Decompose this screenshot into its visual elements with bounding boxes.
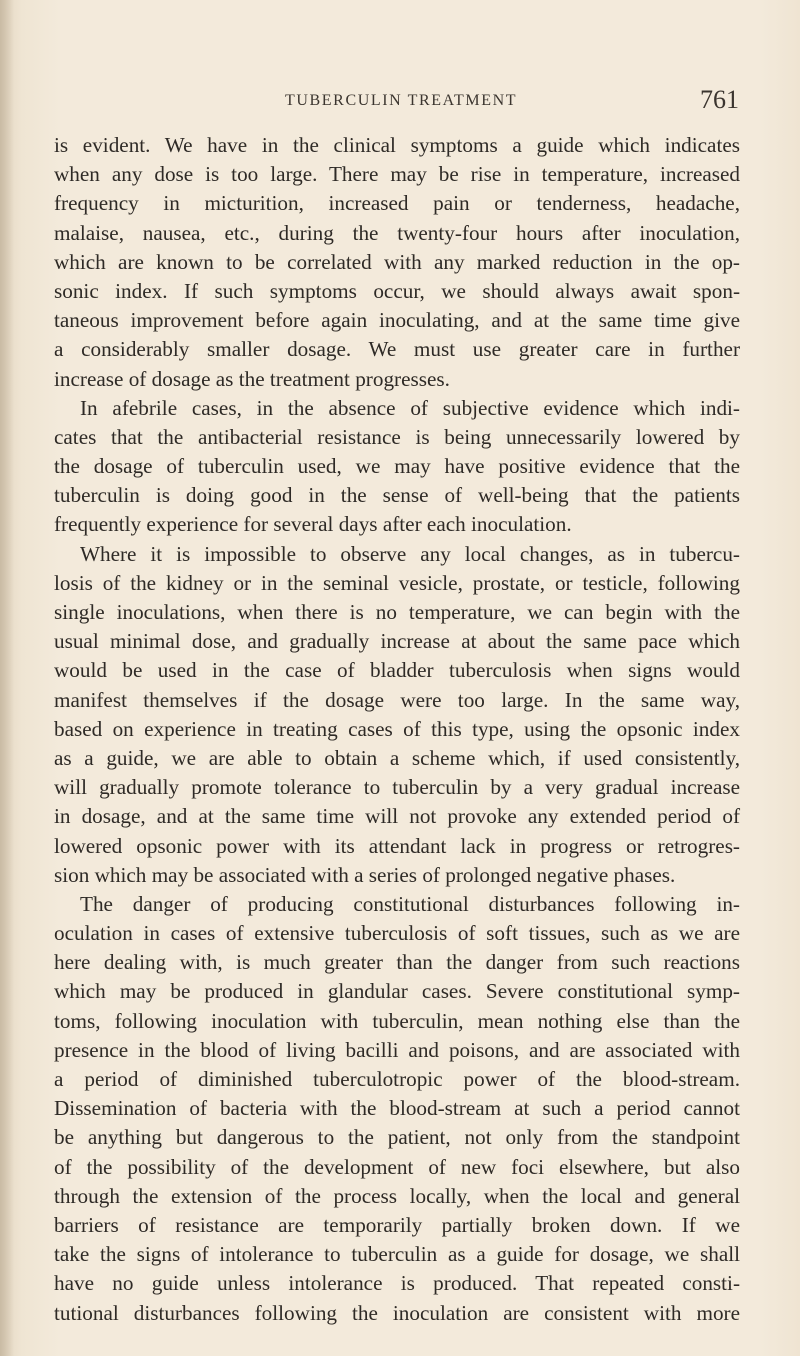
text-line: of the possibility of the development of new foci elsewhere, but also <box>54 1154 740 1179</box>
text-line: cates that the antibacterial resistance is being unnecessarily lowered by <box>54 424 740 449</box>
text-line: take the signs of intolerance to tuberculin as a guide for dosage, we shall <box>54 1242 740 1267</box>
text-line: here dealing with, is much greater than the danger from such reactions <box>54 950 740 975</box>
text-line: sion which may be associated with a series of prolonged negative phases. <box>54 862 676 887</box>
text-line: Where it is impossible to observe any local changes, as in tubercu- <box>80 541 740 566</box>
text-line: the dosage of tuberculin used, we may have positive evidence that the <box>54 454 740 479</box>
text-line: a considerably smaller dosage. We must use greater care in further <box>54 337 740 362</box>
text-line: Dissemination of bacteria with the blood-stream at such a period cannot <box>54 1096 740 1121</box>
text-line: The danger of producing constitutional disturbances following in- <box>80 891 740 916</box>
text-line: oculation in cases of extensive tuberculosis of soft tissues, such as we are <box>54 921 740 946</box>
text-line: based on experience in treating cases of this type, using the opsonic index <box>54 716 740 741</box>
page-number: 761 <box>700 85 739 114</box>
text-line: toms, following inoculation with tuberculin, mean nothing else than the <box>54 1008 740 1033</box>
text-line: tuberculin is doing good in the sense of well-being that the patients <box>54 483 740 508</box>
text-line: lowered opsonic power with its attendant lack in progress or retrogres- <box>54 833 740 858</box>
text-line: presence in the blood of living bacilli and poisons, and are associated with <box>54 1037 740 1062</box>
binding-gutter-shadow <box>0 0 14 1356</box>
text-line: when any dose is too large. There may be rise in temperature, increased <box>54 162 740 187</box>
text-line: would be used in the case of bladder tuberculosis when signs would <box>54 658 740 683</box>
text-line: losis of the kidney or in the seminal vesicle, prostate, or testicle, following <box>54 570 740 595</box>
body-text <box>54 131 740 1328</box>
text-line: will gradually promote tolerance to tuberculin by a very gradual increase <box>54 775 740 800</box>
text-line: single inoculations, when there is no temperature, we can begin with the <box>54 600 740 624</box>
text-line: increase of dosage as the treatment progresses. <box>54 366 450 391</box>
text-line: sonic index. If such symptoms occur, we should always await spon- <box>54 278 740 303</box>
text-line: be anything but dangerous to the patient, not only from the standpoint <box>54 1125 740 1150</box>
text-line: barriers of resistance are temporarily partially broken down. If we <box>54 1212 740 1237</box>
text-line: tutional disturbances following the inoculation are consistent with more <box>54 1300 740 1325</box>
text-line: in dosage, and at the same time will not provoke any extended period of <box>54 804 740 829</box>
text-line: malaise, nausea, etc., during the twenty-four hours after inoculation, <box>54 220 740 245</box>
text-line: is evident. We have in the clinical symptoms a guide which indicates <box>54 133 740 157</box>
text-line: usual minimal dose, and gradually increase at about the same pace which <box>54 629 740 654</box>
text-line: a period of diminished tuberculotropic power of the blood-stream. <box>54 1067 740 1091</box>
text-line: have no guide unless intolerance is produced. That repeated consti- <box>54 1271 740 1296</box>
text-line: taneous improvement before again inoculating, and at the same time give <box>54 308 740 333</box>
text-line: which may be produced in glandular cases. Severe constitutional symp- <box>54 979 740 1004</box>
text-line: through the extension of the process locally, when the local and general <box>54 1183 740 1208</box>
text-line: In afebrile cases, in the absence of subjective evidence which indi- <box>80 395 740 420</box>
text-line: which are known to be correlated with any marked reduction in the op- <box>54 249 740 274</box>
text-line: manifest themselves if the dosage were too large. In the same way, <box>54 687 740 712</box>
running-head: TUBERCULIN TREATMENT <box>285 92 518 109</box>
text-line: as a guide, we are able to obtain a scheme which, if used consistently, <box>54 745 740 770</box>
text-line: frequency in micturition, increased pain or tenderness, headache, <box>54 191 740 216</box>
text-line: frequently experience for several days after each inoculation. <box>54 512 572 537</box>
